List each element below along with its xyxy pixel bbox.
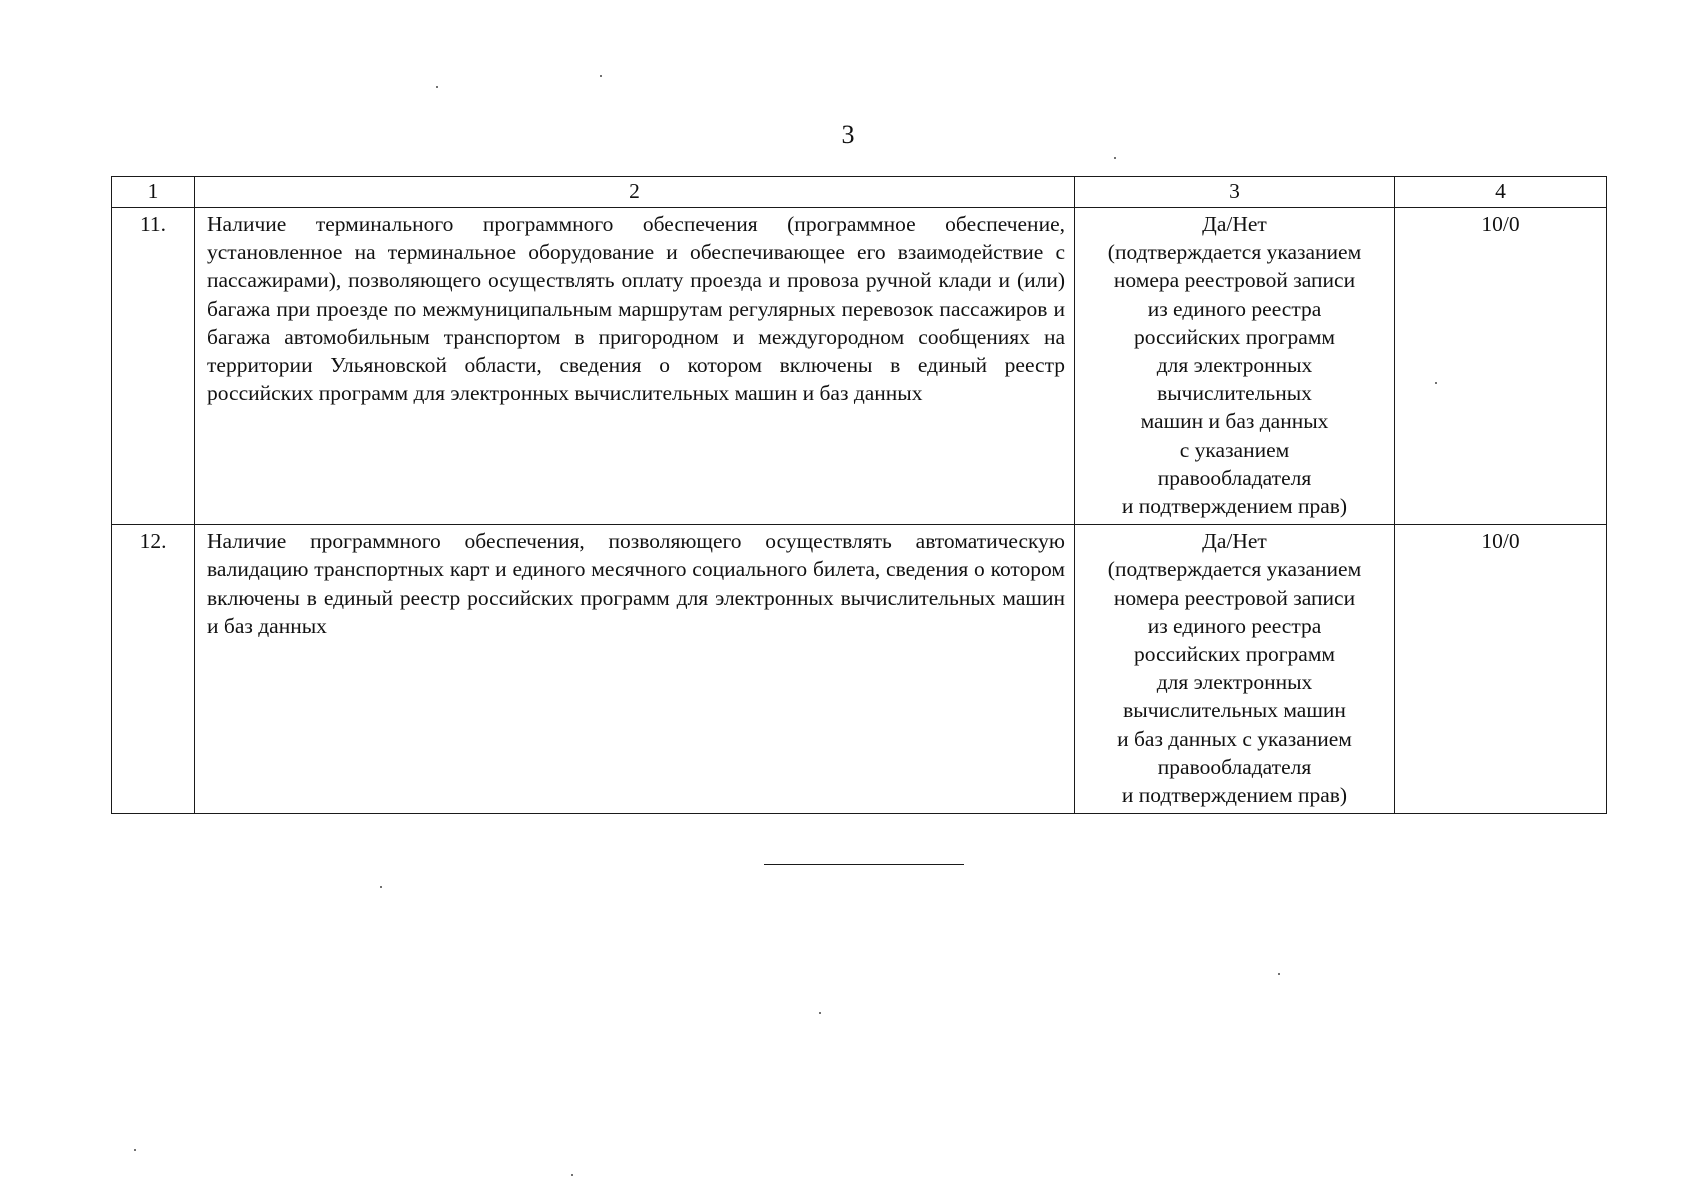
criterion-description: Наличие программного обеспечения, позволяющего осуществлять автоматическую валидацию транспортных карт и единого месячного социального билета, сведения о котором включены в единый реестр российских программ для электронных вычислительных машин и баз данных [195, 525, 1075, 814]
table-row [112, 208, 1607, 525]
row-number: 11. [112, 208, 195, 525]
end-separator-line [764, 864, 964, 865]
criterion-score: 10/0 [1395, 525, 1607, 814]
criterion-answer: Да/Нет (подтверждается указанием номера реестровой записи из единого реестра российских программ для электронных вычислительных машин и баз данных с указанием правообладателя и подтверждением прав) [1075, 208, 1395, 525]
column-number-3: 3 [1075, 177, 1395, 208]
scan-speck [1435, 382, 1437, 384]
scan-speck [571, 1174, 573, 1176]
page-number: 3 [841, 120, 855, 149]
column-number-2: 2 [195, 177, 1075, 208]
criterion-description: Наличие терминального программного обеспечения (программное обеспечение, установленное на терминальное оборудование и обеспечивающее его взаимодействие с пассажирами), позволяющего осуществлять оплату проезда и провоза ручной клади и (или) багажа при проезде по межмуниципальным маршрутам регулярных перевозок пассажиров и багажа автомобильным транспортом в пригородном и междугородном сообщениях на территории Ульяновской области, сведения о котором включены в единый реестр российских программ для электронных вычислительных машин и баз данных [195, 208, 1075, 525]
scan-speck [380, 886, 382, 888]
column-number-4: 4 [1395, 177, 1607, 208]
scan-speck [1278, 973, 1280, 975]
scan-speck [1114, 157, 1116, 159]
row-number: 12. [112, 525, 195, 814]
table-row [112, 525, 1607, 814]
scan-speck [134, 1149, 136, 1151]
column-number-1: 1 [112, 177, 195, 208]
criteria-table [111, 176, 1607, 814]
criterion-answer: Да/Нет (подтверждается указанием номера реестровой записи из единого реестра российских программ для электронных вычислительных машин и баз данных с указанием правообладателя и подтверждением прав) [1075, 525, 1395, 814]
scan-speck [819, 1012, 821, 1014]
criterion-score: 10/0 [1395, 208, 1607, 525]
scan-speck [436, 86, 438, 88]
scan-speck [600, 75, 602, 77]
table-header-row [112, 177, 1607, 208]
